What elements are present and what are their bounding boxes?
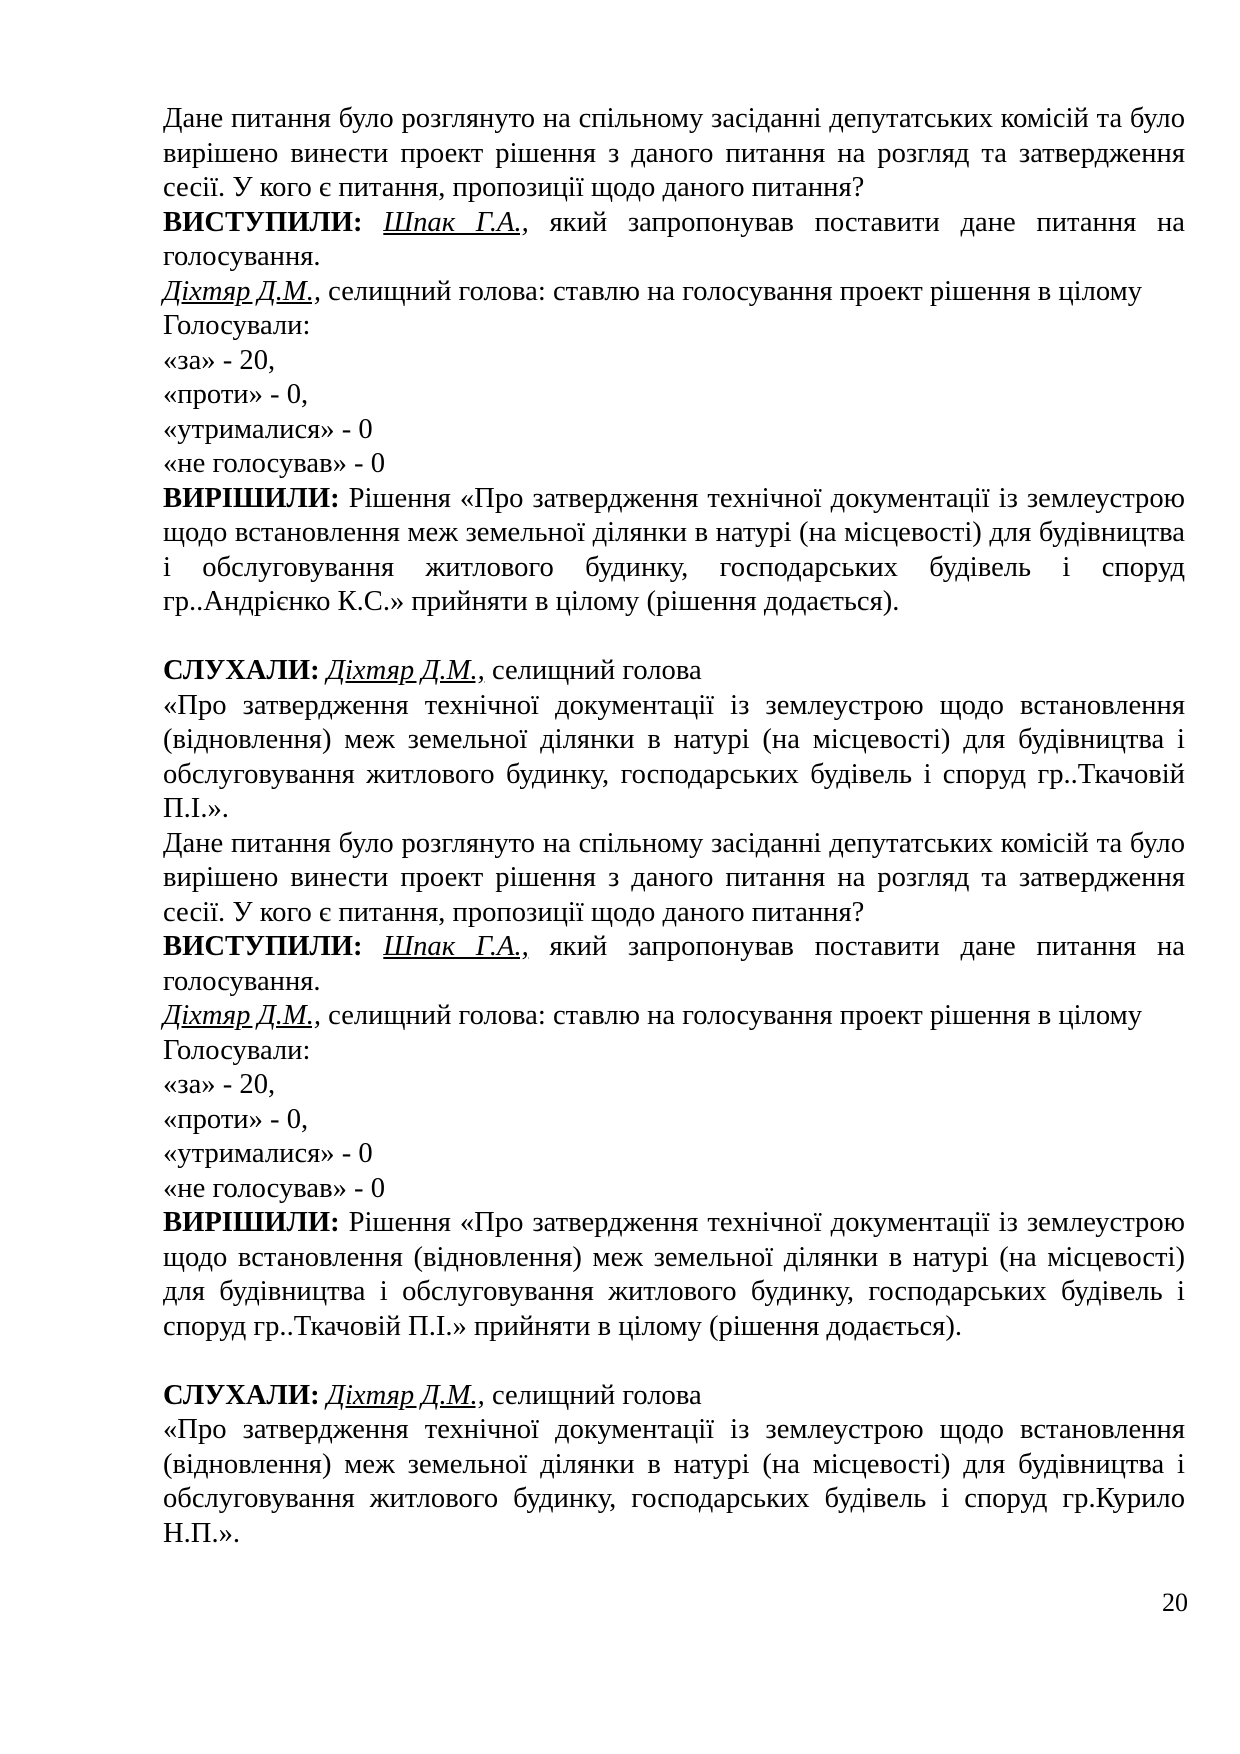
speaker-name: Шпак Г.А., bbox=[383, 206, 529, 238]
vote-against: «проти» - 0, bbox=[163, 379, 309, 410]
heard-label: СЛУХАЛИ: bbox=[163, 1379, 320, 1411]
decision-text: Рішення «Про затвердження технічної документації із землеустрою щодо встановлення меж земельної ділянки в натурі (на місцевості) для будівництва і обслуговування житлового будинку, господарських будівель і споруд гр..Андрієнко К.С.» прийняти в цілому (рішення додається). bbox=[163, 482, 1185, 617]
speaker-text: який запропонував поставити дане питання на голосування. bbox=[163, 931, 1186, 997]
head-text: селищний голова: ставлю на голосування проект рішення в цілому bbox=[321, 275, 1143, 307]
spoke-label: ВИСТУПИЛИ: bbox=[163, 206, 363, 238]
heard-role: селищний голова bbox=[484, 655, 702, 686]
section-spacer bbox=[163, 620, 1185, 655]
heard-role: селищний голова bbox=[484, 1379, 702, 1411]
agenda-topic: «Про затвердження технічної документації із землеустрою щодо встановлення (відновлення) меж земельної ділянки в натурі (на місцевості) для будівництва і обслуговування житлового будинку, господарських будівель і споруд гр..Ткачовій П.І.». bbox=[163, 689, 1185, 824]
head-name: Діхтяр Д.М., bbox=[163, 1000, 322, 1031]
decision-text: Рішення «Про затвердження технічної документації із землеустрою щодо встановлення (відновлення) меж земельної ділянки в натурі (на місцевості) для будівництва і обслуговування житлового будинку, господарських будівель і споруд гр..Ткачовій П.І.» прийняти в цілому (рішення додається). bbox=[163, 1207, 1185, 1342]
vote-for: «за» - 20, bbox=[163, 344, 276, 376]
speaker-text: який запропонував поставити дане питання на голосування. bbox=[163, 206, 1186, 272]
speakers-paragraph bbox=[163, 206, 1185, 275]
heard-name: Діхтяр Д.М., bbox=[326, 655, 485, 686]
vote-for: «за» - 20, bbox=[163, 1069, 276, 1100]
decision-paragraph bbox=[163, 482, 1185, 620]
head-statement bbox=[163, 999, 1185, 1034]
vote-abstained: «утрималися» - 0 bbox=[163, 413, 373, 445]
discussion-intro: Дане питання було розглянуто на спільному засіданні депутатських комісій та було вирішено винести проект рішення з даного питання на розгляд та затвердження сесії. У кого є питання, пропозиції щодо даного питання? bbox=[163, 103, 1185, 203]
decided-label: ВИРІШИЛИ: bbox=[163, 1207, 340, 1238]
head-name: Діхтяр Д.М., bbox=[163, 275, 322, 307]
spoke-label: ВИСТУПИЛИ: bbox=[163, 931, 363, 962]
vote-abstained: «утрималися» - 0 bbox=[163, 1138, 373, 1169]
heard-paragraph bbox=[163, 1379, 1185, 1414]
decided-label: ВИРІШИЛИ: bbox=[163, 482, 340, 514]
heard-name: Діхтяр Д.М., bbox=[326, 1379, 485, 1411]
heard-label: СЛУХАЛИ: bbox=[163, 655, 320, 686]
agenda-topic: «Про затвердження технічної документації із землеустрою щодо встановлення (відновлення) меж земельної ділянки в натурі (на місцевості) для будівництва і обслуговування житлового будинку, господарських будівель і споруд гр.Курило Н.П.». bbox=[163, 1414, 1185, 1549]
vote-not-voted: «не голосував» - 0 bbox=[163, 448, 385, 479]
decision-paragraph bbox=[163, 1206, 1185, 1344]
heard-paragraph bbox=[163, 654, 1185, 689]
voted-label: Голосували: bbox=[163, 310, 311, 341]
speaker-name: Шпак Г.А., bbox=[383, 931, 529, 962]
discussion-intro: Дане питання було розглянуто на спільному засіданні депутатських комісій та було вирішено винести проект рішення з даного питання на розгляд та затвердження сесії. У кого є питання, пропозиції щодо даного питання? bbox=[163, 827, 1185, 928]
head-text: селищний голова: ставлю на голосування проект рішення в цілому bbox=[321, 1000, 1143, 1031]
speakers-paragraph bbox=[163, 930, 1185, 999]
head-statement bbox=[163, 275, 1185, 310]
section-spacer bbox=[163, 1344, 1185, 1379]
document-page bbox=[163, 102, 1185, 1551]
vote-against: «проти» - 0, bbox=[163, 1103, 309, 1135]
voted-label: Голосували: bbox=[163, 1034, 311, 1066]
page-number: 20 bbox=[1162, 1588, 1188, 1617]
vote-not-voted: «не голосував» - 0 bbox=[163, 1172, 385, 1204]
